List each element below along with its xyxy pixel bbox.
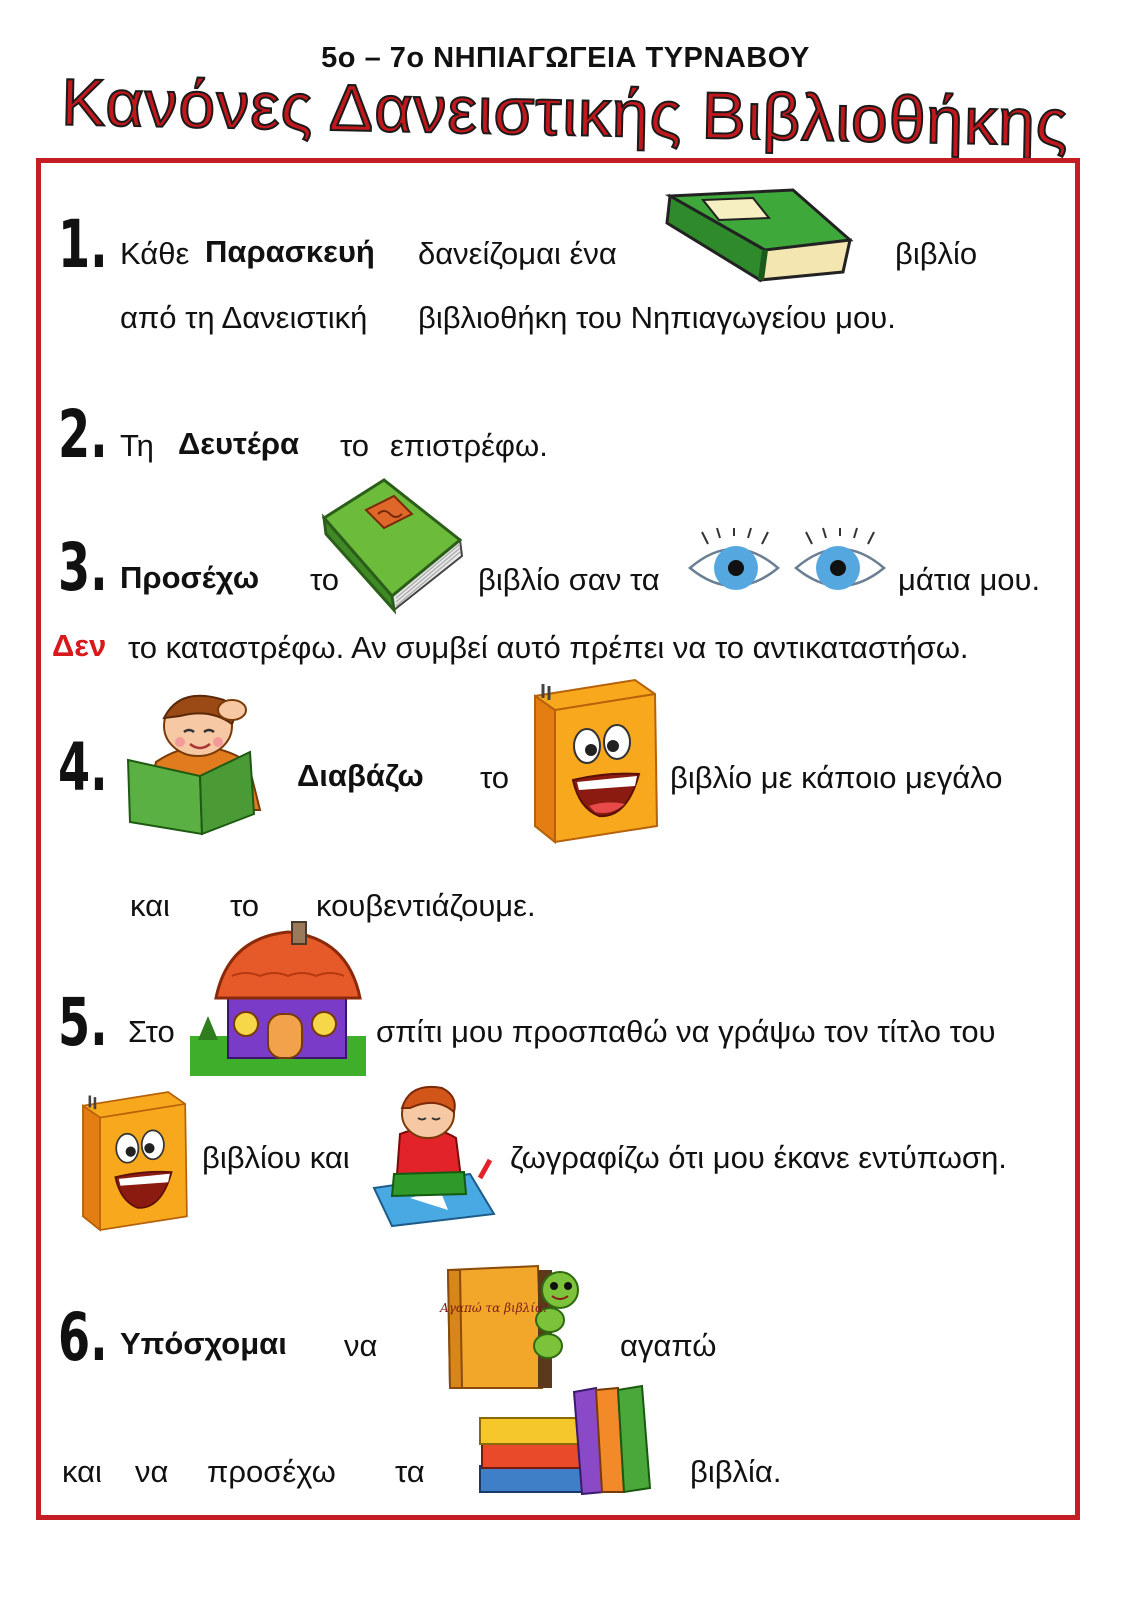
rule-1-text: δανείζομαι ένα [418,236,617,271]
rule-1-day: Παρασκευή [205,234,375,269]
rule-5-text: Στο [128,1014,175,1049]
rule-4-number: 4. [58,729,108,806]
page-title: Κανόνες Δανειστικής Βιβλιοθήκης [60,64,1070,160]
rule-1-text: βιβλιοθήκη του Νηπιαγωγείου μου. [418,300,896,335]
reading-boy-icon [120,682,280,842]
book-stack-icon [478,1384,668,1496]
rule-2-day: Δευτέρα [178,426,300,461]
rule-3-number: 3. [58,529,108,606]
rule-1-text: Κάθε [120,236,190,271]
rule-4-text: βιβλίο με κάποιο μεγάλο [670,760,1003,795]
rule-4-text: το [480,760,510,795]
rule-2-text: επιστρέφω. [390,428,548,463]
book-with-caterpillar-icon [440,1262,584,1392]
green-book-icon [665,188,860,288]
rule-6-text: να [135,1454,169,1489]
eye-icon [792,528,888,604]
rule-1-text: βιβλίο [895,236,978,271]
rule-2-text: το [340,428,370,463]
rule-4-text: και [130,888,170,923]
rule-6-text: να [344,1328,378,1363]
smiling-book-icon [66,1088,192,1234]
rule-3-keyword: Προσέχω [120,560,260,595]
rule-1-text: από τη Δανειστική [120,300,368,335]
rule-2-text: Τη [120,428,154,463]
rule-3-text: το καταστρέφω. Αν συμβεί αυτό πρέπει να το αντικαταστήσω. [128,630,969,665]
rule-3-text: το [310,562,340,597]
eye-icon [686,528,782,604]
rule-6-text: τα [395,1454,425,1489]
rule-2-number: 2. [58,396,108,473]
rule-6-text: και [62,1454,102,1489]
rule-6-text: αγαπώ [620,1328,717,1363]
rule-5-text: σπίτι μου προσπαθώ να γράψω τον τίτλο του [376,1014,996,1049]
house-icon [188,918,368,1076]
school-name: 5ο – 7ο ΝΗΠΙΑΓΩΓΕΙΑ ΤΥΡΝΑΒΟΥ [321,42,810,74]
drawing-boy-icon [370,1078,500,1228]
rule-6-keyword: Υπόσχομαι [120,1326,287,1361]
smiling-book-icon [515,676,663,846]
rule-1-number: 1. [58,206,108,283]
rule-6-number: 6. [58,1299,108,1376]
rule-4-text: το [230,888,260,923]
rule-3-text: βιβλίο σαν τα [478,562,660,597]
rule-3-text: μάτια μου. [898,562,1041,597]
rule-4-text: κουβεντιάζουμε. [316,888,536,923]
rule-5-number: 5. [58,984,108,1061]
rule-6-text: προσέχω [207,1454,336,1489]
rule-6-text: βιβλία. [690,1454,782,1489]
rule-4-keyword: Διαβάζω [297,758,424,793]
rule-3-warning: Δεν [52,628,107,663]
book-sign-text: Αγαπώ τα βιβλία! [440,1301,548,1315]
rule-5-text: ζωγραφίζω ότι μου έκανε εντύπωση. [510,1140,1007,1175]
thick-book-icon [322,478,467,613]
rule-5-text: βιβλίου και [202,1140,350,1175]
